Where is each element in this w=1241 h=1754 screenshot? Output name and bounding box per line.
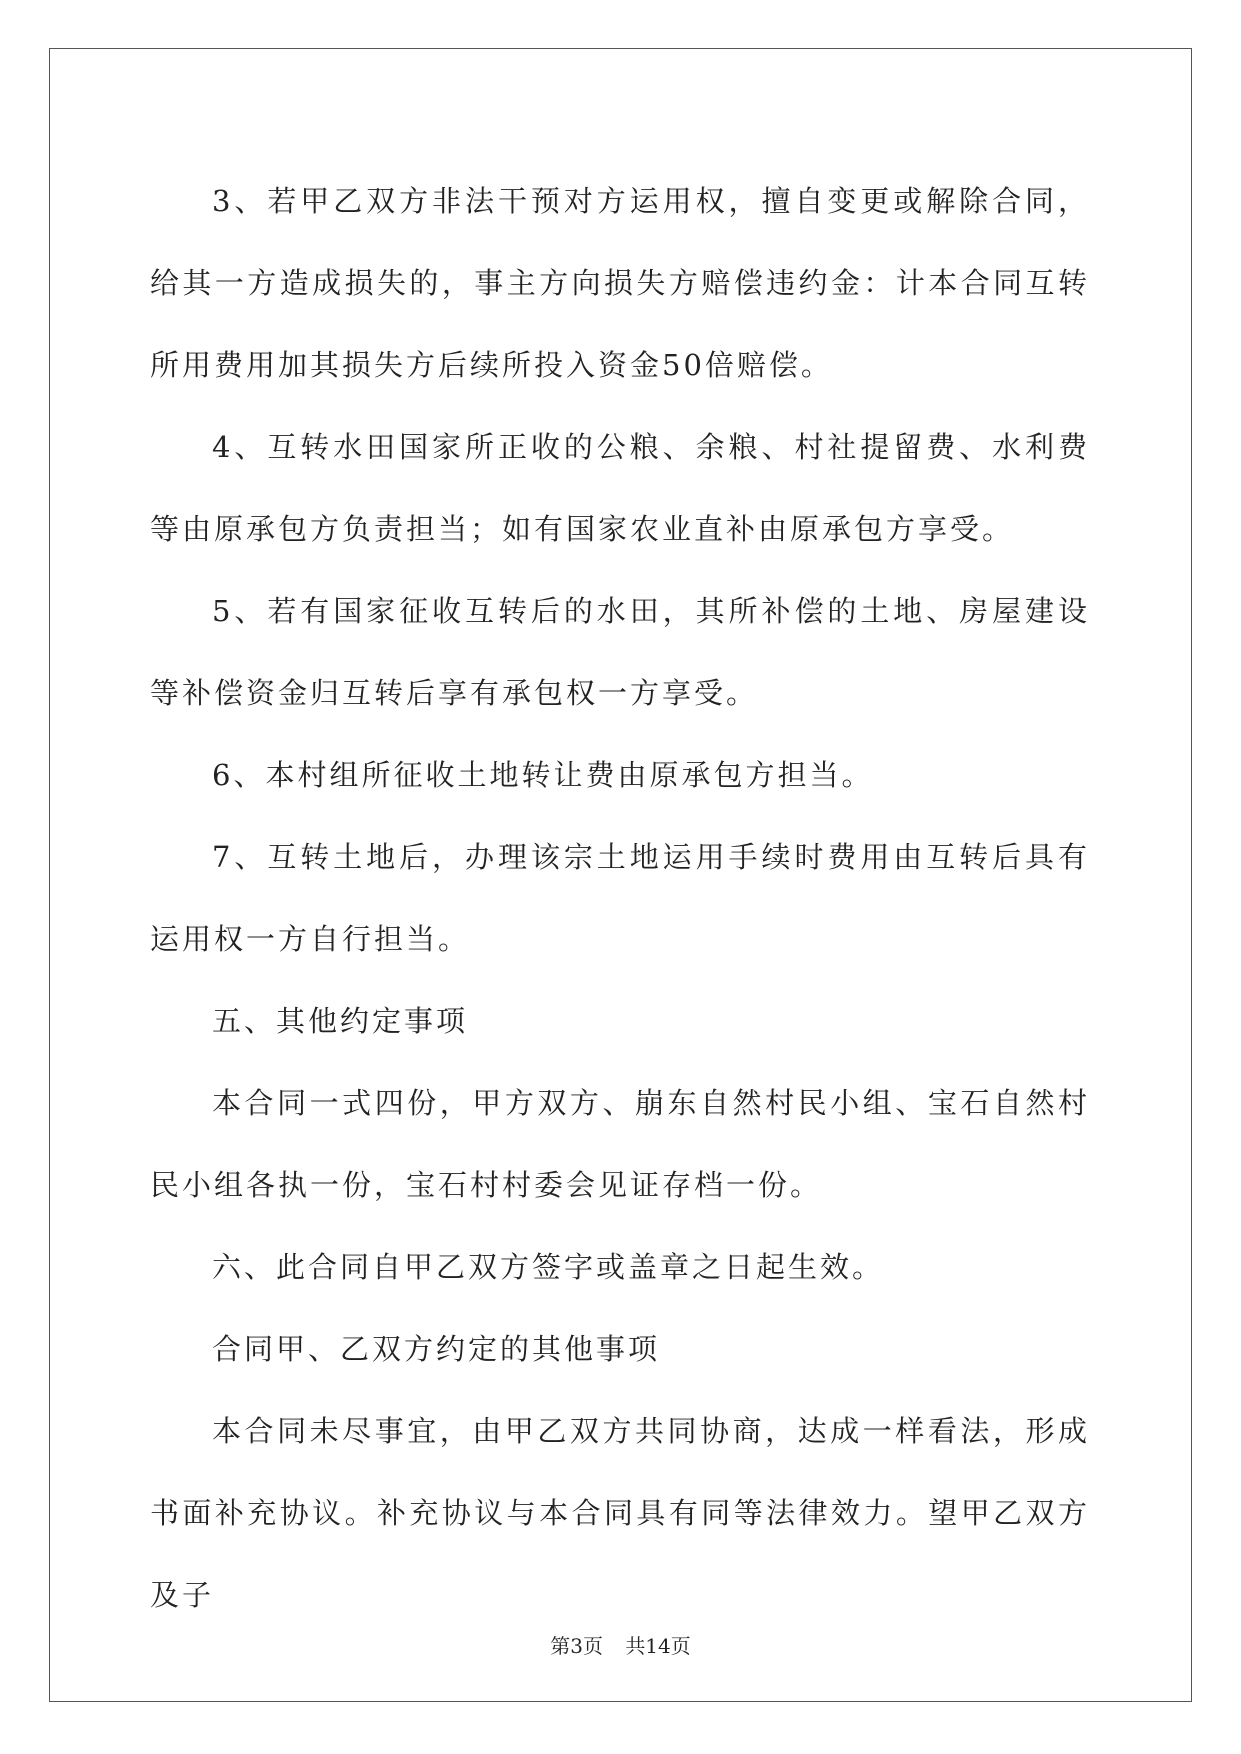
section-heading: 五、其他约定事项 — [212, 1004, 469, 1038]
paragraph: 本合同一式四份，甲方双方、崩东自然村民小组、宝石自然村民小组各执一份，宝石村村委会见证存档一份。 — [150, 1086, 1090, 1202]
section-heading: 合同甲、乙双方约定的其他事项 — [212, 1332, 661, 1366]
paragraph: 4、互转水田国家所正收的公粮、余粮、村社提留费、水利费等由原承包方负责担当；如有国家农业直补由原承包方享受。 — [150, 430, 1090, 546]
page-footer — [0, 1630, 1241, 1659]
paragraph: 7、互转土地后，办理该宗土地运用手续时费用由互转后具有运用权一方自行担当。 — [150, 840, 1090, 956]
paragraph: 3、若甲乙双方非法干预对方运用权，擅自变更或解除合同，给其一方造成损失的，事主方向损失方赔偿违约金：计本合同互转所用费用加其损失方后续所投入资金50倍赔偿。 — [150, 184, 1090, 382]
page-number: 第3页 — [550, 1634, 603, 1658]
document-body — [150, 160, 1090, 1636]
paragraph: 6、本村组所征收土地转让费由原承包方担当。 — [212, 758, 874, 792]
page-total: 共14页 — [625, 1634, 691, 1658]
paragraph: 本合同未尽事宜，由甲乙双方共同协商，达成一样看法，形成书面补充协议。补充协议与本合同具有同等法律效力。望甲乙双方及子 — [150, 1414, 1090, 1612]
paragraph: 六、此合同自甲乙双方签字或盖章之日起生效。 — [212, 1250, 885, 1284]
paragraph: 5、若有国家征收互转后的水田，其所补偿的土地、房屋建设等补偿资金归互转后享有承包权一方享受。 — [150, 594, 1090, 710]
